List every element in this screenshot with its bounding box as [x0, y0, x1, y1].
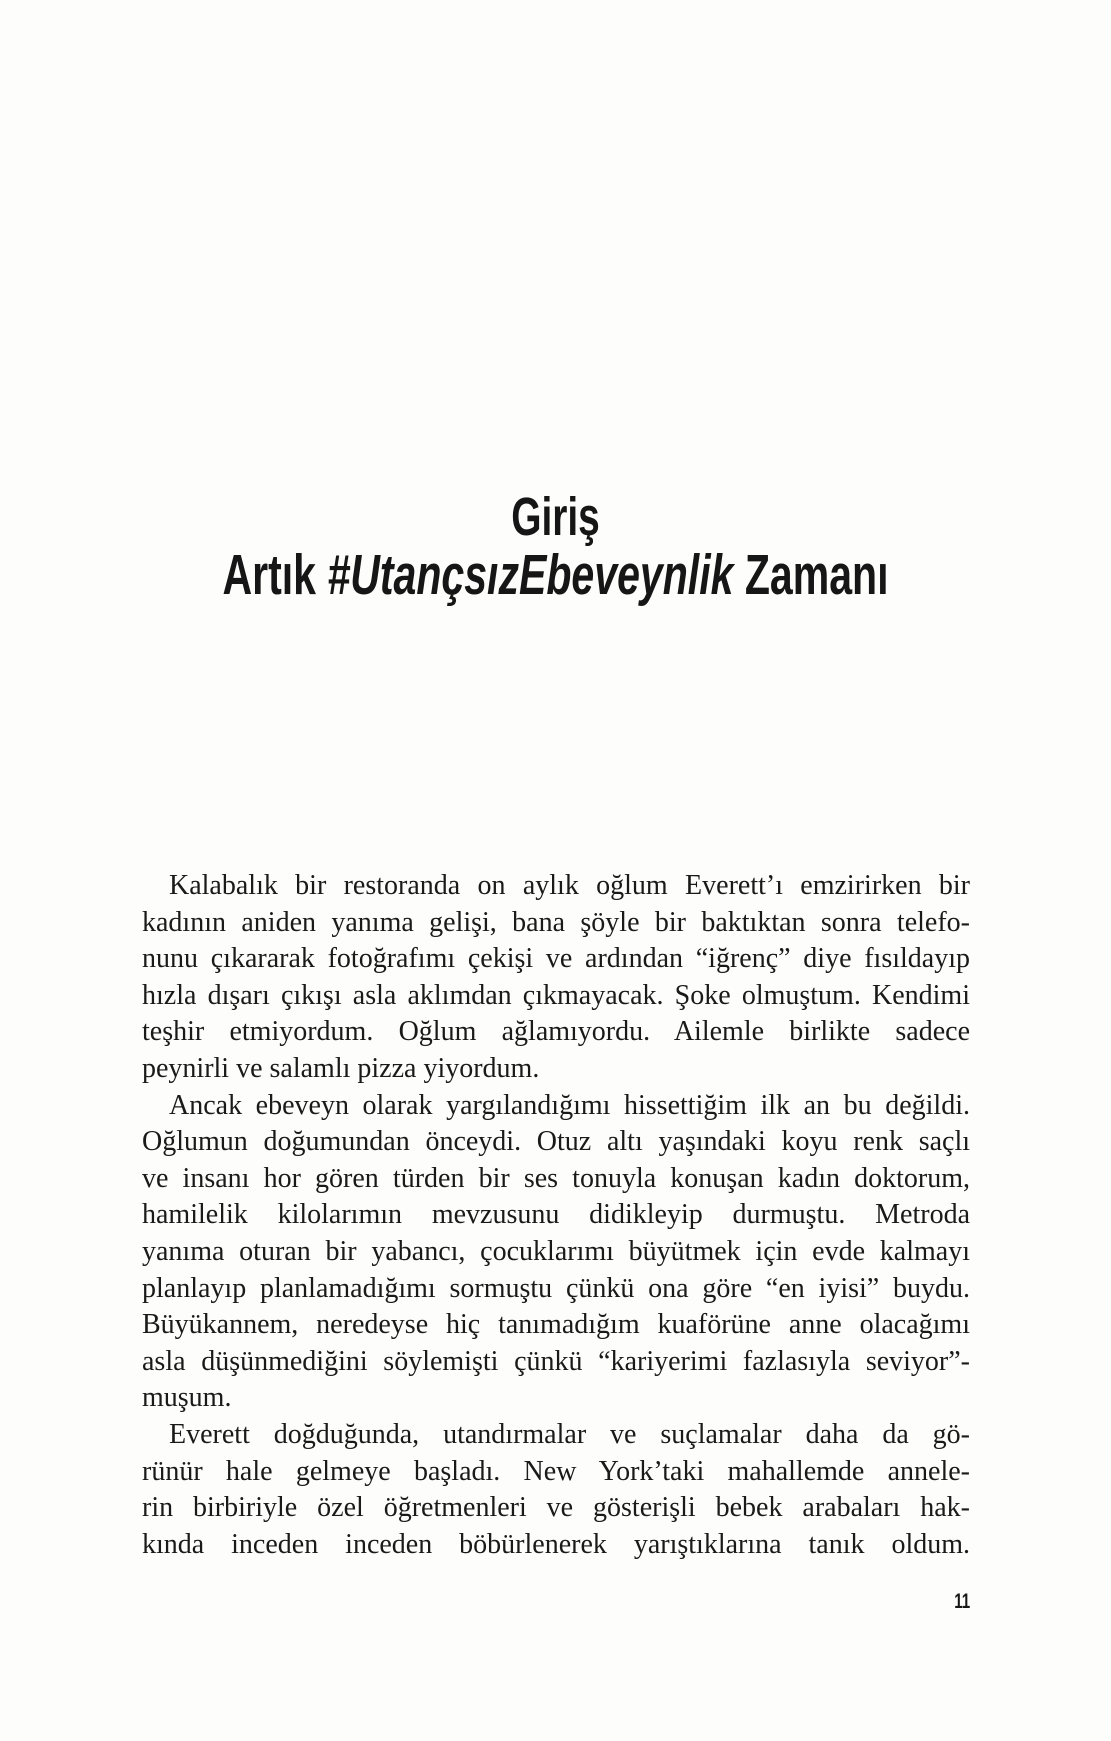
body-line: nunu çıkararak fotoğrafımı çekişi ve ardından “iğrenç” diye fısıldayıp: [142, 943, 970, 975]
body-line: Kalabalık bir restoranda on aylık oğlum Everett’ı emzirirken bir: [169, 870, 970, 901]
body-line: teşhir etmiyordum. Oğlum ağlamıyordu. Ailemle birlikte sadece: [142, 1016, 970, 1048]
body-line: hamilelik kilolarımın mevzusunu didikleyip durmuştu. Metroda: [142, 1199, 970, 1231]
body-line: Ancak ebeveyn olarak yargılandığımı hissettiğim ilk an bu değildi.: [169, 1089, 970, 1121]
body-line: kında inceden inceden böbürlenerek yarıştıklarına tanık oldum.: [142, 1528, 970, 1560]
chapter-title: Giriş: [511, 487, 600, 547]
chapter-subtitle-pre: Artık: [222, 543, 328, 607]
page-number: 11: [954, 1590, 970, 1613]
body-line: Oğlumun doğumundan önceydi. Otuz altı yaşındaki koyu renk saçlı: [142, 1126, 970, 1158]
paragraph: [142, 1417, 970, 1563]
body-line: Everett doğduğunda, utandırmalar ve suçlamalar daha da gö-: [169, 1418, 970, 1450]
body-line: rin birbiriyle özel öğretmenleri ve gösterişli bebek arabaları hak-: [142, 1492, 970, 1524]
body-line: muşum.: [142, 1382, 232, 1414]
body-line: yanıma oturan bir yabancı, çocuklarımı büyütmek için evde kalmayı: [142, 1235, 970, 1267]
body-line: asla düşünmediğini söylemişti çünkü “kariyerimi fazlasıyla seviyor”-: [142, 1345, 970, 1377]
body-line: peynirli ve salamlı pizza yiyordum.: [142, 1052, 540, 1084]
body-line: rünür hale gelmeye başladı. New York’taki mahallemde annele-: [142, 1455, 970, 1487]
chapter-subtitle-hashtag: #UtançsızEbeveynlik: [327, 543, 734, 607]
body-line: kadının aniden yanıma gelişi, bana şöyle bir baktıktan sonra telefo-: [142, 906, 970, 938]
body-line: Büyükannem, neredeyse hiç tanımadığım kuaförüne anne olacağımı: [142, 1309, 970, 1341]
body-line: hızla dışarı çıkışı asla aklımdan çıkmayacak. Şoke olmuştum. Kendimi: [142, 979, 970, 1011]
paragraph: [142, 868, 970, 1088]
body-line: planlayıp planlamadığımı sormuştu çünkü ona göre “en iyisi” buydu.: [142, 1272, 970, 1304]
chapter-subtitle: [156, 543, 956, 607]
chapter-subtitle-post: Zamanı: [733, 543, 889, 607]
body-line: ve insanı hor gören türden bir ses tonuyla konuşan kadın doktorum,: [142, 1162, 970, 1194]
paragraph: [142, 1088, 970, 1417]
body-text: [142, 868, 970, 1563]
